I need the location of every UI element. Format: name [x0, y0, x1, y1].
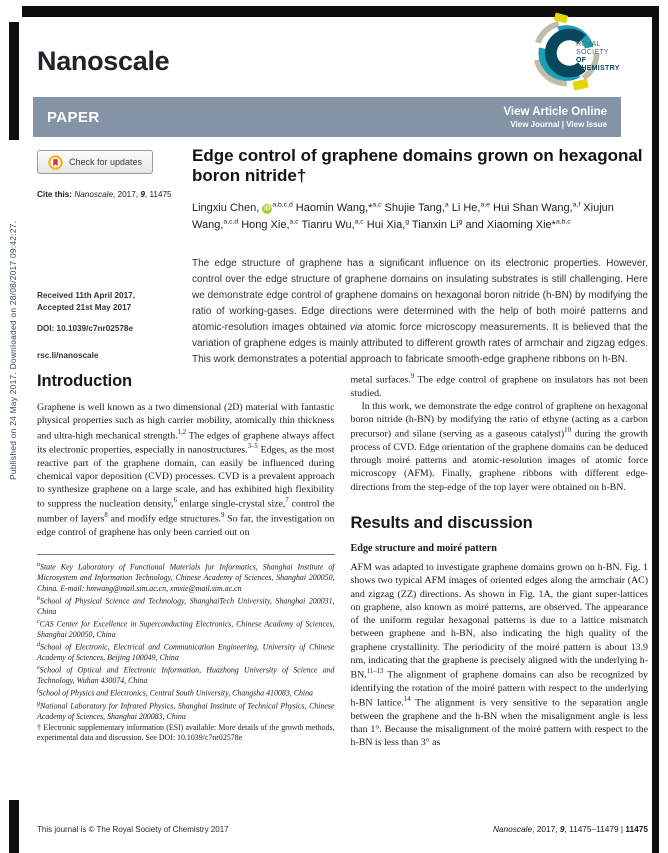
footnote-a: $^a$State Key Laboratory of Functional Materials for Informatics, Shanghai Institute of Microsystem and Information Technology, Chinese Academy of Sciences, Shanghai 200050, China. E-mail: hmwang@mail.sim.ac.cn, xmxie@mail.sim.ac.cn [37, 561, 335, 593]
page-footer [37, 824, 648, 834]
journal-title: Nanoscale [37, 46, 170, 76]
footnote-c: $^c$CAS Center for Excellence in Superconducting Electronics, Chinese Academy of Sciences, Shanghai 200050, China [37, 618, 335, 640]
orcid-icon[interactable]: iD [264, 204, 271, 212]
article-header-rail [37, 146, 185, 245]
view-issue-link[interactable]: View Issue [566, 119, 607, 129]
right-column [351, 372, 649, 749]
article-type-label: PAPER [47, 108, 100, 126]
body-paragraph-continued: metal surfaces.$^9$ The edge control of graphene on insulators has not been studied. [350, 373, 648, 399]
article-type-banner [33, 97, 621, 137]
view-journal-link[interactable]: View Journal [510, 119, 560, 129]
link-separator: | [559, 119, 567, 129]
rsc-logo [530, 10, 630, 96]
banner-links [503, 106, 607, 129]
rsc-logo-text: ROYAL SOCIETY OF CHEMISTRY [576, 41, 620, 73]
footnote-block [37, 554, 335, 744]
footnote-e: $^e$School of Optical and Electronic Information, Huazhong University of Science and Technology, Wuhan 430074, China [37, 665, 335, 686]
page-border-right [652, 6, 659, 853]
page-border-left-top [9, 22, 19, 140]
publication-stamp: Published on 24 May 2017. Downloaded on 28/08/2017 09:42:27. [8, 220, 18, 480]
view-article-online-link[interactable]: View Article Online [503, 105, 607, 118]
doi-text: DOI: 10.1039/c7nr02578e [37, 323, 134, 333]
authors-line: Lingxiu Chen, iD$^{a,b,c,d}$ Haomin Wang,*$^{a,c}$ Shujie Tang,$^a$ Li He,$^{a,e}$ Hui Shan Wang,$^{a,f}$ Xiujun Wang,$^{a,c,d}$ Hong Xie,$^{a,c}$ Tianru Wu,$^{a,c}$ Hui Xia,$^g$ Tianxin Li$^g$ and Xiaoming Xie*$^{a,b,c}$ [192, 201, 614, 231]
abstract-text: The edge structure of graphene has a significant influence on its electronic properties. However, control over the edge structure of graphene domains on insulating substrates is still challenging. Here we demonstrate edge control of graphene domains on hexagonal boron nitride (h-BN) by modifying the ratio of working-gases. Edge directions were determined with the help of both moiré patterns and atomic-resolution images obtained via atomic force microscopy measurements. It is believed that the variation of graphene edges is mainly attributed to different growth rates of armchair and zigzag edges. This work demonstrates a potential approach to fabricate smooth-edge graphene ribbons on h-BN. [192, 258, 648, 365]
results-paragraph: AFM was adapted to investigate graphene domains grown on h-BN. Fig. 1 shows two typical AFM images of oriented edges along the armchair (AC) and zigzag (ZZ) directions. As shown in Fig. 1A, the giant super-lattices on graphene, also known as moiré patterns, are observed. The appearance of the uniform regular hexagonal patterns is due to a lattice mismatch between graphene and h-BN, also indicating the high quality of the graphene crystallinity. The periodicity of the moiré pattern is about 13.9 nm, indicating that the graphene is precisely aligned with the underlying h-BN.$^{11-13}$ The alignment of graphene domains can also be recognized by identifying the rotation of the moiré pattern with respect to the underlying h-BN lattice.$^{14}$ The alignment is very sensitive to the separation angle between the graphene and the h-BN when the misalignment angle is less than 1°. Because the misalignment of the moiré pattern with respect to the h-BN is less than 3° as [350, 561, 648, 749]
footnote-esi: † Electronic supplementary information (ESI) available: More details of the growth methods, experimental data and discussion. See DOI: 10.1039/c7nr02578e [37, 722, 335, 743]
body-paragraph-this-work: In this work, we demonstrate the edge control of graphene on hexagonal boron nitride (h-BN) by modifying the ratio of ethyne (acting as a carbon precursor) and silane (serving as a gaseous catalyst)$^{10}$ during the growth process of CVD. Edge orientation of the graphene domains can be deduced through moiré patterns and atomic-resolution images of atomic force microscopy (AFM). Finally, graphene ribbons with different edge-directions from the step-edge of the top layer were obtained on h-BN. [350, 400, 648, 493]
article-body [37, 372, 648, 749]
section-heading-introduction: Introduction [37, 372, 133, 390]
accepted-date: Accepted 21st May 2017 [37, 303, 132, 313]
footnote-f: $^f$School of Physics and Electronics, Central South University, Changsha 410083, China [37, 688, 313, 698]
footer-copyright: This journal is © The Royal Society of Chemistry 2017 [37, 825, 229, 834]
check-for-updates-label: Check for updates [69, 157, 143, 167]
subsection-heading-edge-structure: Edge structure and moiré pattern [350, 542, 497, 554]
abstract-row [37, 256, 648, 368]
journal-website-link[interactable]: rsc.li/nanoscale [37, 350, 99, 360]
introduction-paragraph: Graphene is well known as a two dimensional (2D) material with fantastic physical properties such as high carrier mobility, atomically thin thickness and ultra-high mechanical strength.$^{1,2}$ The edges of graphene always affect its electronic properties, especially in nanostructures.$^{3-5}$ Edges, as the most reactive part of the graphene domain, can easily be influenced during chemical vapor deposition (CVD) processes. CVD is a prevalent approach to synthesize graphene on a large scale, and has exhibited high flexibility to suppress the nucleation density,$^6$ enlarge single-crystal size,$^7$ control the number of layers$^8$ and modify edge structures.$^9$ So far, the investigation on edge control of graphene has only been carried out on [37, 402, 335, 538]
article-title: Edge control of graphene domains grown on hexagonal boron nitride† [192, 146, 643, 186]
article-header [37, 146, 648, 245]
crossmark-icon [48, 155, 63, 170]
left-column [37, 372, 335, 749]
footer-citation: Nanoscale, 2017, 9, 11475–11479 | 11475 [492, 824, 648, 834]
received-date: Received 11th April 2017, [37, 291, 135, 300]
section-heading-results: Results and discussion [350, 513, 533, 532]
cite-this-line: Cite this: Nanoscale, 2017, 9, 11475 [37, 189, 172, 199]
check-for-updates-button[interactable] [37, 150, 153, 174]
publication-info [37, 256, 185, 368]
footnote-d: $^d$School of Electronic, Electrical and Communication Engineering, University of Chinese Academy of Sciences, Beijing 100049, China [37, 641, 335, 663]
footnote-b: $^b$School of Physical Science and Technology, ShanghaiTech University, Shanghai 200031, China [37, 595, 335, 617]
footnote-g: $^g$National Laboratory for Infrared Physics, Shanghai Institute of Technical Physics, Chinese Academy of Sciences, Shanghai 200083, China [37, 700, 335, 721]
page-border-left-bottom [9, 800, 19, 853]
article-title-block [192, 146, 648, 245]
